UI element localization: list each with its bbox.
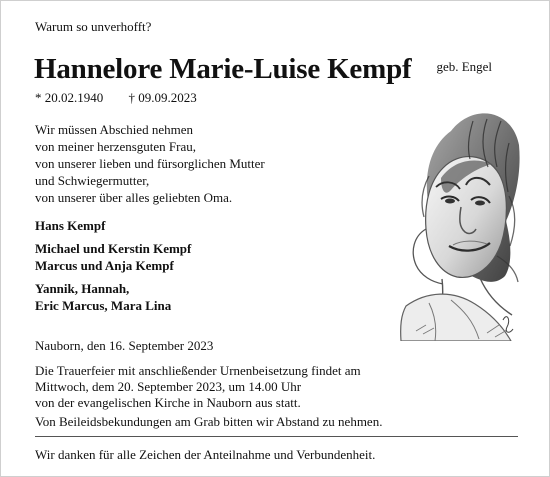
family-line: Marcus und Anja Kempf xyxy=(35,258,174,273)
birth-date: * 20.02.1940 xyxy=(35,90,104,105)
death-date: † 09.09.2023 xyxy=(128,90,197,105)
portrait-drawing xyxy=(371,101,521,341)
family-line: Hans Kempf xyxy=(35,218,106,233)
family-names xyxy=(35,217,375,314)
name-row xyxy=(34,52,524,86)
condolence-note: Von Beileidsbekundungen am Grab bitten wir Abstand zu nehmen. xyxy=(35,414,383,429)
farewell-message xyxy=(35,121,380,206)
portrait-illustration xyxy=(371,101,521,341)
service-line: Mittwoch, dem 20. September 2023, um 14.00 Uhr xyxy=(35,379,302,394)
birth-name: geb. Engel xyxy=(436,59,493,74)
message-line: von unserer lieben und fürsorglichen Mutter xyxy=(35,156,265,171)
message-line: von meiner herzensguten Frau, xyxy=(35,139,197,154)
intro-line: Warum so unverhofft? xyxy=(35,19,152,34)
thanks-line: Wir danken für alle Zeichen der Anteilnahme und Verbundenheit. xyxy=(35,447,376,462)
deceased-name: Hannelore Marie-Luise Kempf xyxy=(34,53,412,85)
service-line: Die Trauerfeier mit anschließender Urnenbeisetzung findet am xyxy=(35,363,361,378)
family-line: Yannik, Hannah, xyxy=(35,281,130,296)
divider-line xyxy=(35,436,518,437)
message-line: Wir müssen Abschied nehmen xyxy=(35,122,193,137)
service-details xyxy=(35,363,525,411)
service-line: von der evangelischen Kirche in Nauborn aus statt. xyxy=(35,395,301,410)
life-dates xyxy=(35,90,197,106)
message-line: von unserer über alles geliebten Oma. xyxy=(35,190,233,205)
family-line: Eric Marcus, Mara Lina xyxy=(35,298,172,313)
place-date: Nauborn, den 16. September 2023 xyxy=(35,338,214,353)
family-line: Michael und Kerstin Kempf xyxy=(35,241,192,256)
message-line: und Schwiegermutter, xyxy=(35,173,150,188)
